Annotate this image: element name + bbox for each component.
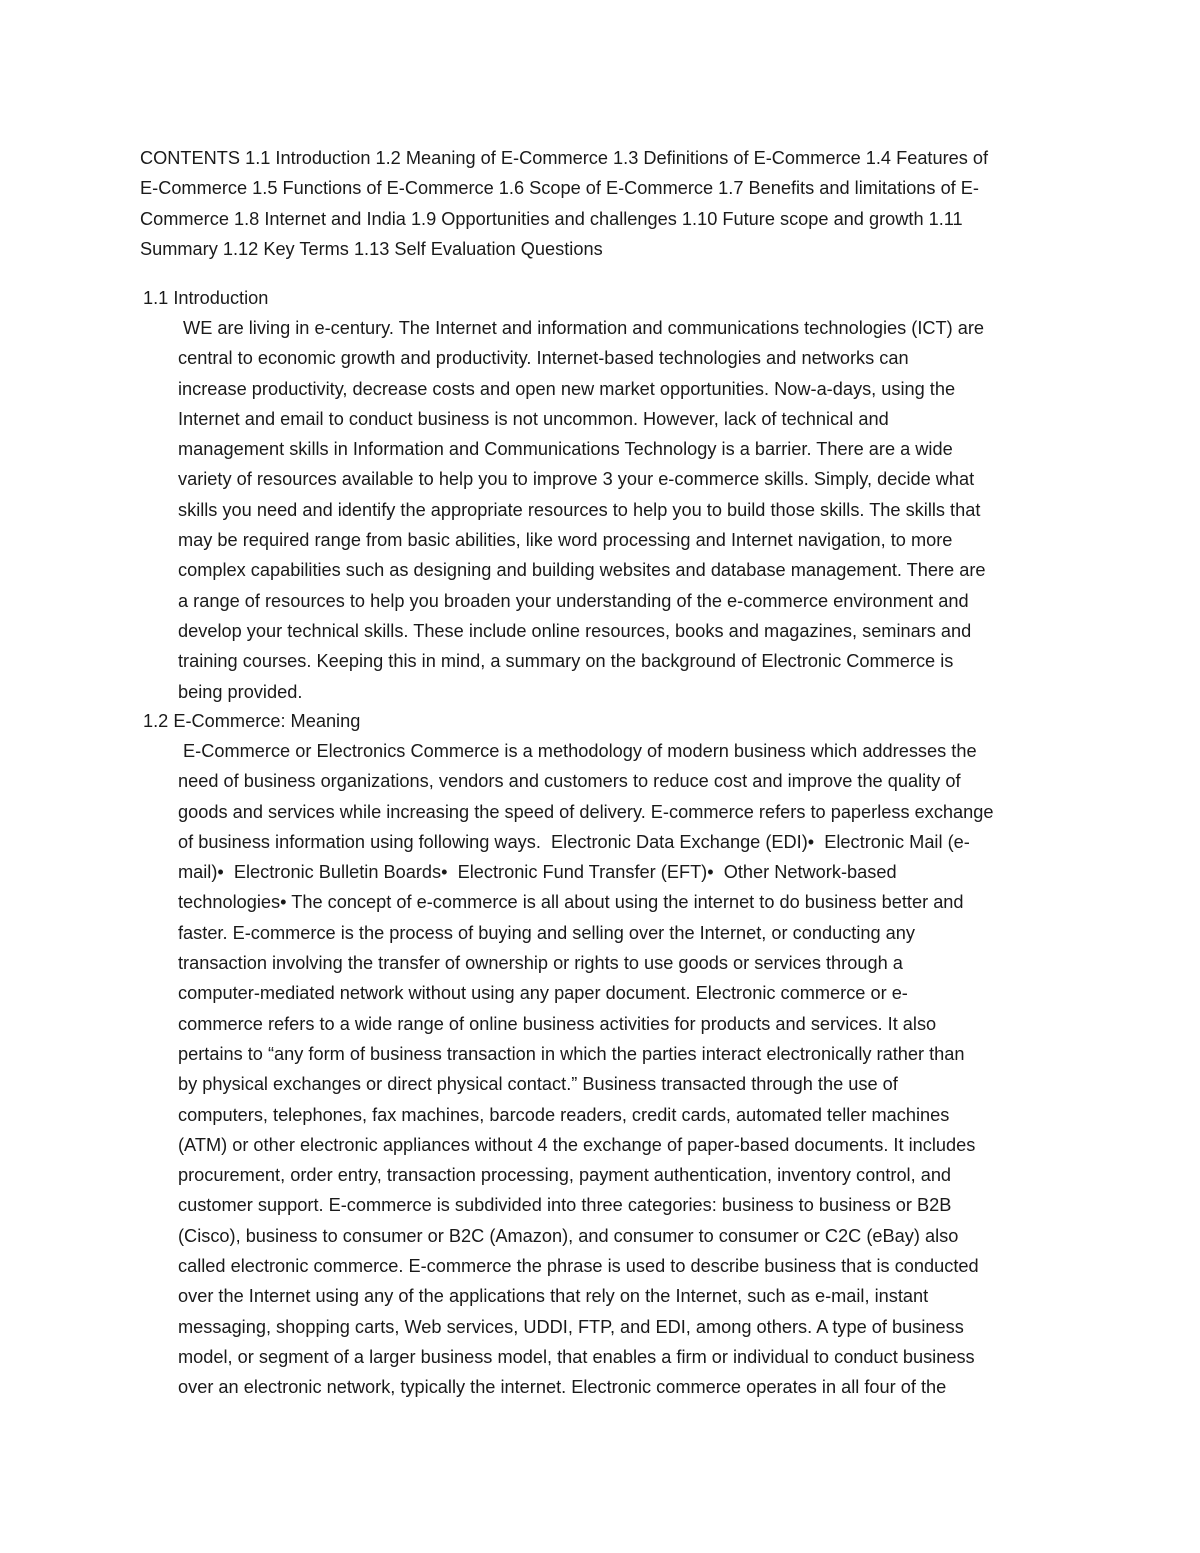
paragraph-line: computer-mediated network without using any paper document. Electronic commerce or e- bbox=[178, 983, 908, 1004]
paragraph-line: called electronic commerce. E-commerce the phrase is used to describe business that is conducted bbox=[178, 1256, 979, 1277]
paragraph-line: model, or segment of a larger business model, that enables a firm or individual to conduct business bbox=[178, 1346, 975, 1367]
paragraph-line: pertains to “any form of business transaction in which the parties interact electronically rather than bbox=[178, 1043, 965, 1064]
paragraph-line: procurement, order entry, transaction processing, payment authentication, inventory control, and bbox=[178, 1165, 952, 1186]
paragraph-line: messaging, shopping carts, Web services, UDDI, FTP, and EDI, among others. A type of business bbox=[178, 1316, 964, 1337]
paragraph-line: increase productivity, decrease costs and open new market opportunities. Now-a-days, using the bbox=[178, 378, 956, 399]
section-heading-introduction: 1.1 Introduction bbox=[143, 288, 269, 308]
paragraph-line: over an electronic network, typically the internet. Electronic commerce operates in all four of the bbox=[178, 1377, 947, 1398]
section-heading-meaning: 1.2 E-Commerce: Meaning bbox=[143, 711, 361, 731]
meaning-paragraph bbox=[178, 736, 1063, 1403]
paragraph-line: Internet and email to conduct business is not uncommon. However, lack of technical and bbox=[178, 408, 889, 429]
paragraph-line: over the Internet using any of the applications that rely on the Internet, such as e-mail, instant bbox=[178, 1286, 929, 1307]
paragraph-line: variety of resources available to help you to improve 3 your e-commerce skills. Simply, decide what bbox=[178, 469, 975, 490]
paragraph-line: training courses. Keeping this in mind, a summary on the background of Electronic Commerce is bbox=[178, 651, 954, 672]
paragraph-line: of business information using following ways. Electronic Data Exchange (EDI)• Electronic Mail (e- bbox=[178, 831, 970, 852]
paragraph-line: mail)• Electronic Bulletin Boards• Electronic Fund Transfer (EFT)• Other Network-based bbox=[178, 862, 897, 883]
paragraph-line: transaction involving the transfer of ownership or rights to use goods or services through a bbox=[178, 953, 903, 974]
paragraph-line: develop your technical skills. These include online resources, books and magazines, seminars and bbox=[178, 620, 972, 641]
paragraph-line: complex capabilities such as designing and building websites and database management. There are bbox=[178, 560, 986, 581]
paragraph-line: management skills in Information and Communications Technology is a barrier. There are a wide bbox=[178, 439, 953, 460]
contents-line: CONTENTS 1.1 Introduction 1.2 Meaning of E-Commerce 1.3 Definitions of E-Commerce 1.4 Features of bbox=[140, 148, 989, 168]
paragraph-line: a range of resources to help you broaden your understanding of the e-commerce environment and bbox=[178, 590, 969, 611]
contents-line: Commerce 1.8 Internet and India 1.9 Opportunities and challenges 1.10 Future scope and growth 1.11 bbox=[140, 208, 963, 229]
paragraph-line: skills you need and identify the appropriate resources to help you to build those skills. The skills that bbox=[178, 499, 981, 520]
paragraph-line: by physical exchanges or direct physical contact.” Business transacted through the use of bbox=[178, 1074, 898, 1095]
paragraph-line: goods and services while increasing the speed of delivery. E-commerce refers to paperless exchange bbox=[178, 801, 994, 822]
introduction-paragraph bbox=[178, 313, 1063, 707]
paragraph-line: (ATM) or other electronic appliances without 4 the exchange of paper-based documents. It includes bbox=[178, 1134, 976, 1155]
paragraph-line: WE are living in e-century. The Internet and information and communications technologies (ICT) are bbox=[178, 318, 985, 338]
table-of-contents bbox=[140, 143, 1065, 264]
paragraph-line: technologies• The concept of e-commerce is all about using the internet to do business better and bbox=[178, 892, 964, 913]
paragraph-line: need of business organizations, vendors and customers to reduce cost and improve the quality of bbox=[178, 771, 961, 792]
paragraph-line: commerce refers to a wide range of online business activities for products and services. It also bbox=[178, 1013, 937, 1034]
paragraph-line: customer support. E-commerce is subdivided into three categories: business to business or B2B bbox=[178, 1195, 952, 1216]
paragraph-line: computers, telephones, fax machines, barcode readers, credit cards, automated teller machines bbox=[178, 1104, 950, 1125]
contents-line: Summary 1.12 Key Terms 1.13 Self Evaluation Questions bbox=[140, 238, 603, 259]
paragraph-line: being provided. bbox=[178, 681, 303, 702]
paragraph-line: (Cisco), business to consumer or B2C (Amazon), and consumer to consumer or C2C (eBay) also bbox=[178, 1225, 959, 1246]
paragraph-line: faster. E-commerce is the process of buying and selling over the Internet, or conducting any bbox=[178, 922, 915, 943]
paragraph-line: E-Commerce or Electronics Commerce is a methodology of modern business which addresses the bbox=[178, 741, 977, 761]
paragraph-line: may be required range from basic abilities, like word processing and Internet navigation, to more bbox=[178, 530, 953, 551]
contents-line: E-Commerce 1.5 Functions of E-Commerce 1.6 Scope of E-Commerce 1.7 Benefits and limitations of E- bbox=[140, 178, 979, 199]
paragraph-line: central to economic growth and productivity. Internet-based technologies and networks can bbox=[178, 348, 909, 369]
